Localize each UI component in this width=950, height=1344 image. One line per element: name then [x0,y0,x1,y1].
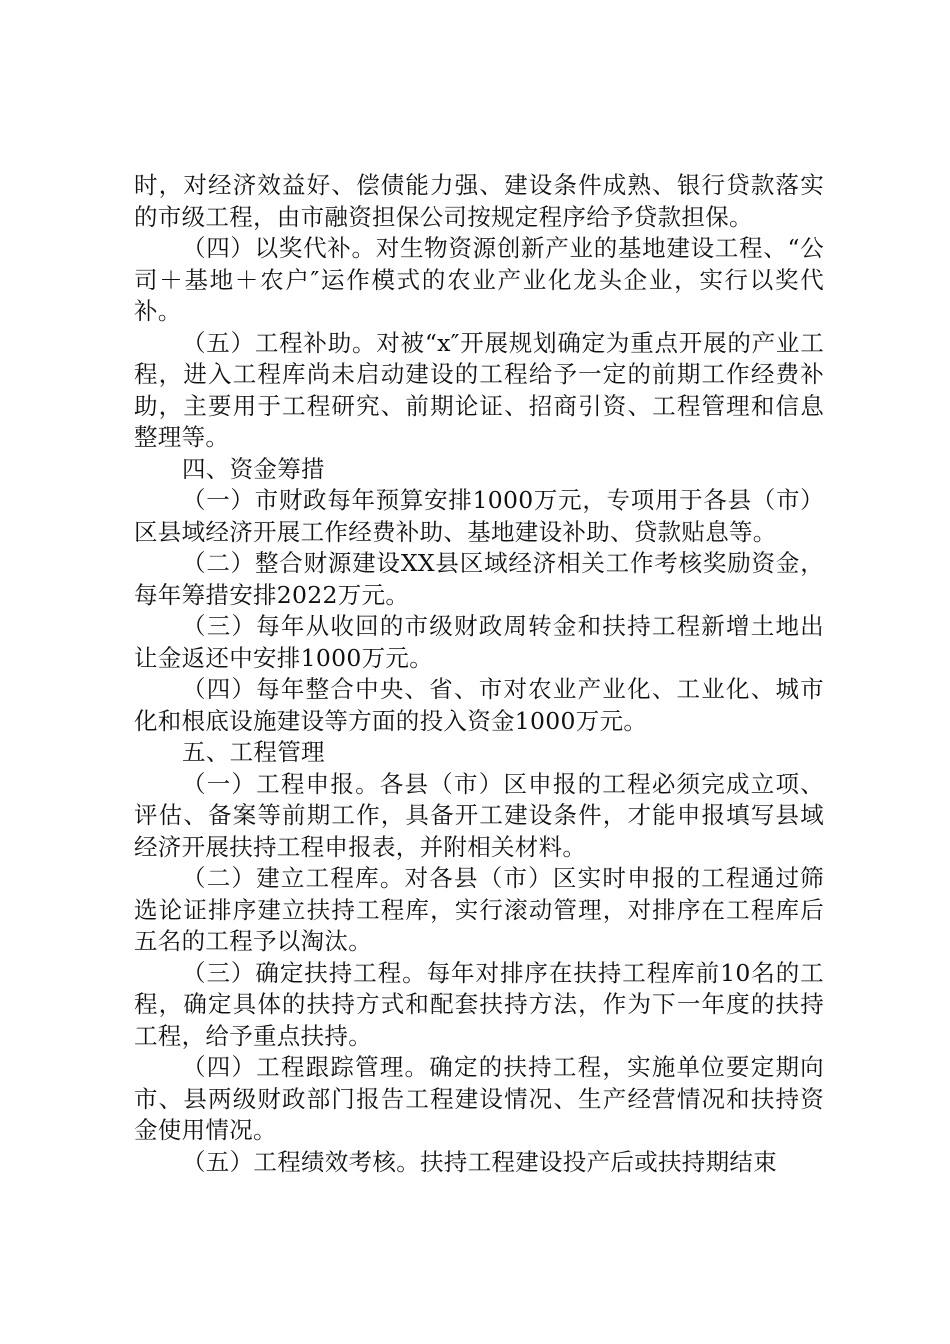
paragraph-incentive-subsidy: （四）以奖代补。对生物资源创新产业的基地建设工程、“公司＋基地＋农户″运作模式的农业产业化龙头企业，实行以奖代补。 [134,234,824,325]
paragraph-management-2: （二）建立工程库。对各县（市）区实时申报的工程通过筛选论证排序建立扶持工程库，实行滚动管理，对排序在工程库后五名的工程予以淘汰。 [134,864,824,955]
paragraph-funding-3: （三）每年从收回的市级财政周转金和扶持工程新增土地出让金返还中安排1000万元。 [134,612,824,672]
paragraph-funding-4: （四）每年整合中央、省、市对农业产业化、工业化、城市化和根底设施建设等方面的投入资金1000万元。 [134,675,824,735]
paragraph-management-3: （三）确定扶持工程。每年对排序在扶持工程库前10名的工程，确定具体的扶持方式和配套扶持方法，作为下一年度的扶持工程，给予重点扶持。 [134,958,824,1050]
paragraph-management-4: （四）工程跟踪管理。确定的扶持工程，实施单位要定期向市、县两级财政部门报告工程建设情况、生产经营情况和扶持资金使用情况。 [134,1053,824,1144]
paragraph-funding-2: （二）整合财源建设XX县区域经济相关工作考核奖励资金，每年筹措安排2022万元。 [134,549,824,609]
paragraph-management-1: （一）工程申报。各县（市）区申报的工程必须完成立项、评估、备案等前期工作，具备开工建设条件，才能申报填写县域经济开展扶持工程申报表，并附相关材料。 [134,769,824,861]
section-heading-funding: 四、资金筹措 [182,454,325,483]
section-heading-management: 五、工程管理 [182,738,325,766]
document-body [134,170,824,1178]
paragraph-project-subsidy: （五）工程补助。对被“x″开展规划确定为重点开展的产业工程，进入工程库尚未启动建设的工程给予一定的前期工作经费补助，主要用于工程研究、前期论证、招商引资、工程管理和信息整理等。 [134,328,824,451]
paragraph-continued: 时，对经济效益好、偿债能力强、建设条件成熟、银行贷款落实的市级工程，由市融资担保公司按规定程序给予贷款担保。 [134,171,824,231]
paragraph-management-5: （五）工程绩效考核。扶持工程建设投产后或扶持期结束 [182,1147,777,1176]
paragraph-funding-1: （一）市财政每年预算安排1000万元，专项用于各县（市）区县域经济开展工作经费补助、基地建设补助、贷款贴息等。 [134,486,824,546]
